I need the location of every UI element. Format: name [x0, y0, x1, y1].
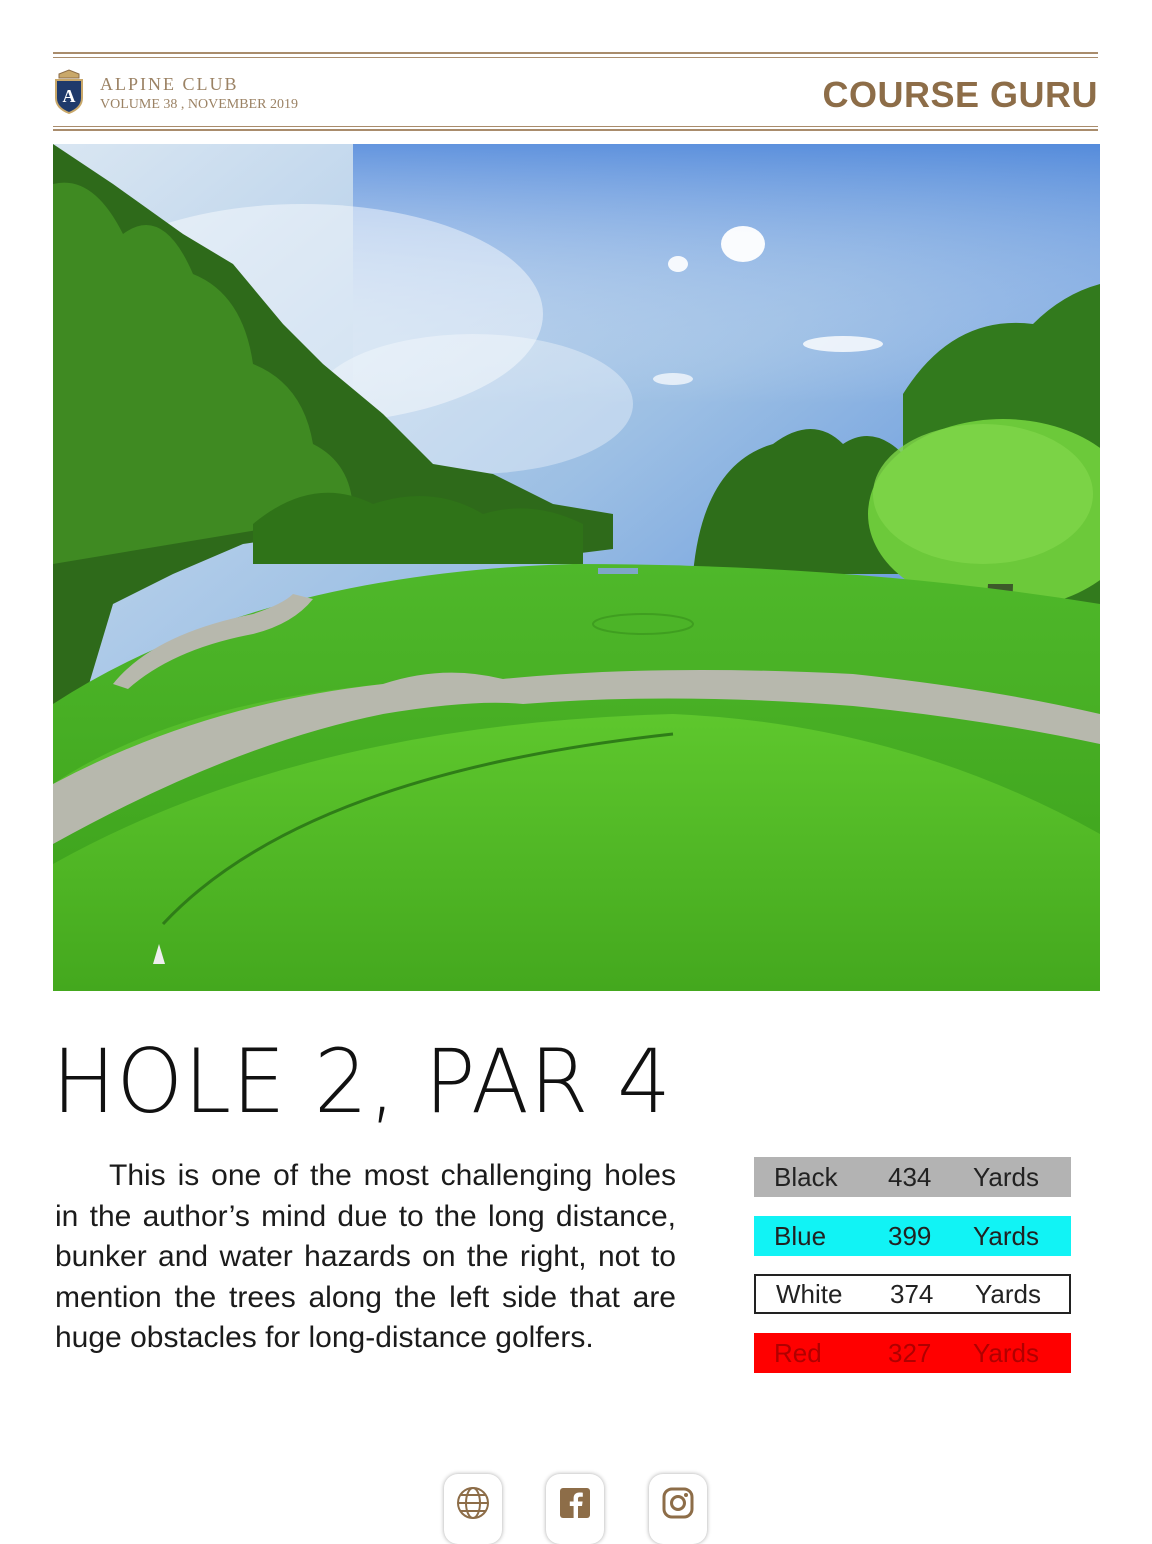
facebook-button[interactable] [546, 1474, 604, 1544]
tee-unit: Yards [973, 1220, 1039, 1251]
tee-unit: Yards [973, 1337, 1039, 1368]
tee-name: Blue [774, 1220, 827, 1251]
facebook-icon [558, 1486, 592, 1520]
bottom-rule [53, 129, 1098, 131]
tee-name: Red [774, 1337, 822, 1368]
tee-yards: 434 [888, 1162, 932, 1192]
tee-yards: 327 [888, 1337, 932, 1368]
tee-yards: 374 [890, 1279, 934, 1309]
instagram-button[interactable] [649, 1474, 707, 1544]
instagram-icon [661, 1486, 695, 1520]
tee-name: White [776, 1279, 843, 1309]
club-name: ALPINE CLUB [100, 74, 239, 94]
top-rule [53, 52, 1098, 54]
crest-letter: A [62, 86, 76, 106]
golf-course-photo [53, 144, 1100, 991]
section-title: COURSE GURU [822, 74, 1098, 115]
tee-row-white [754, 1274, 1071, 1314]
tee-unit: Yards [975, 1279, 1041, 1309]
globe-icon [456, 1486, 490, 1520]
tee-unit: Yards [973, 1162, 1039, 1192]
tee-row-blue [754, 1216, 1071, 1256]
website-button[interactable] [444, 1474, 502, 1544]
tee-yards: 399 [888, 1220, 932, 1251]
issue-info: VOLUME 38 , NOVEMBER 2019 [100, 97, 298, 112]
hole-description: This is one of the most challenging holes in the author’s mind due to the long distance, bunker and water hazards on the right, not to mention the trees along the left side that are huge obstacles for long-distance golfers. [55, 1159, 676, 1354]
bottom-rule-thin [53, 126, 1098, 127]
club-crest-icon [53, 68, 85, 114]
hole-title: HOLE 2, PAR 4 [52, 1030, 672, 1133]
tee-distance-table [754, 1157, 1071, 1391]
tee-name: Black [774, 1162, 838, 1192]
tee-row-black [754, 1157, 1071, 1197]
page-header [53, 56, 1098, 128]
tee-row-red [754, 1333, 1071, 1373]
